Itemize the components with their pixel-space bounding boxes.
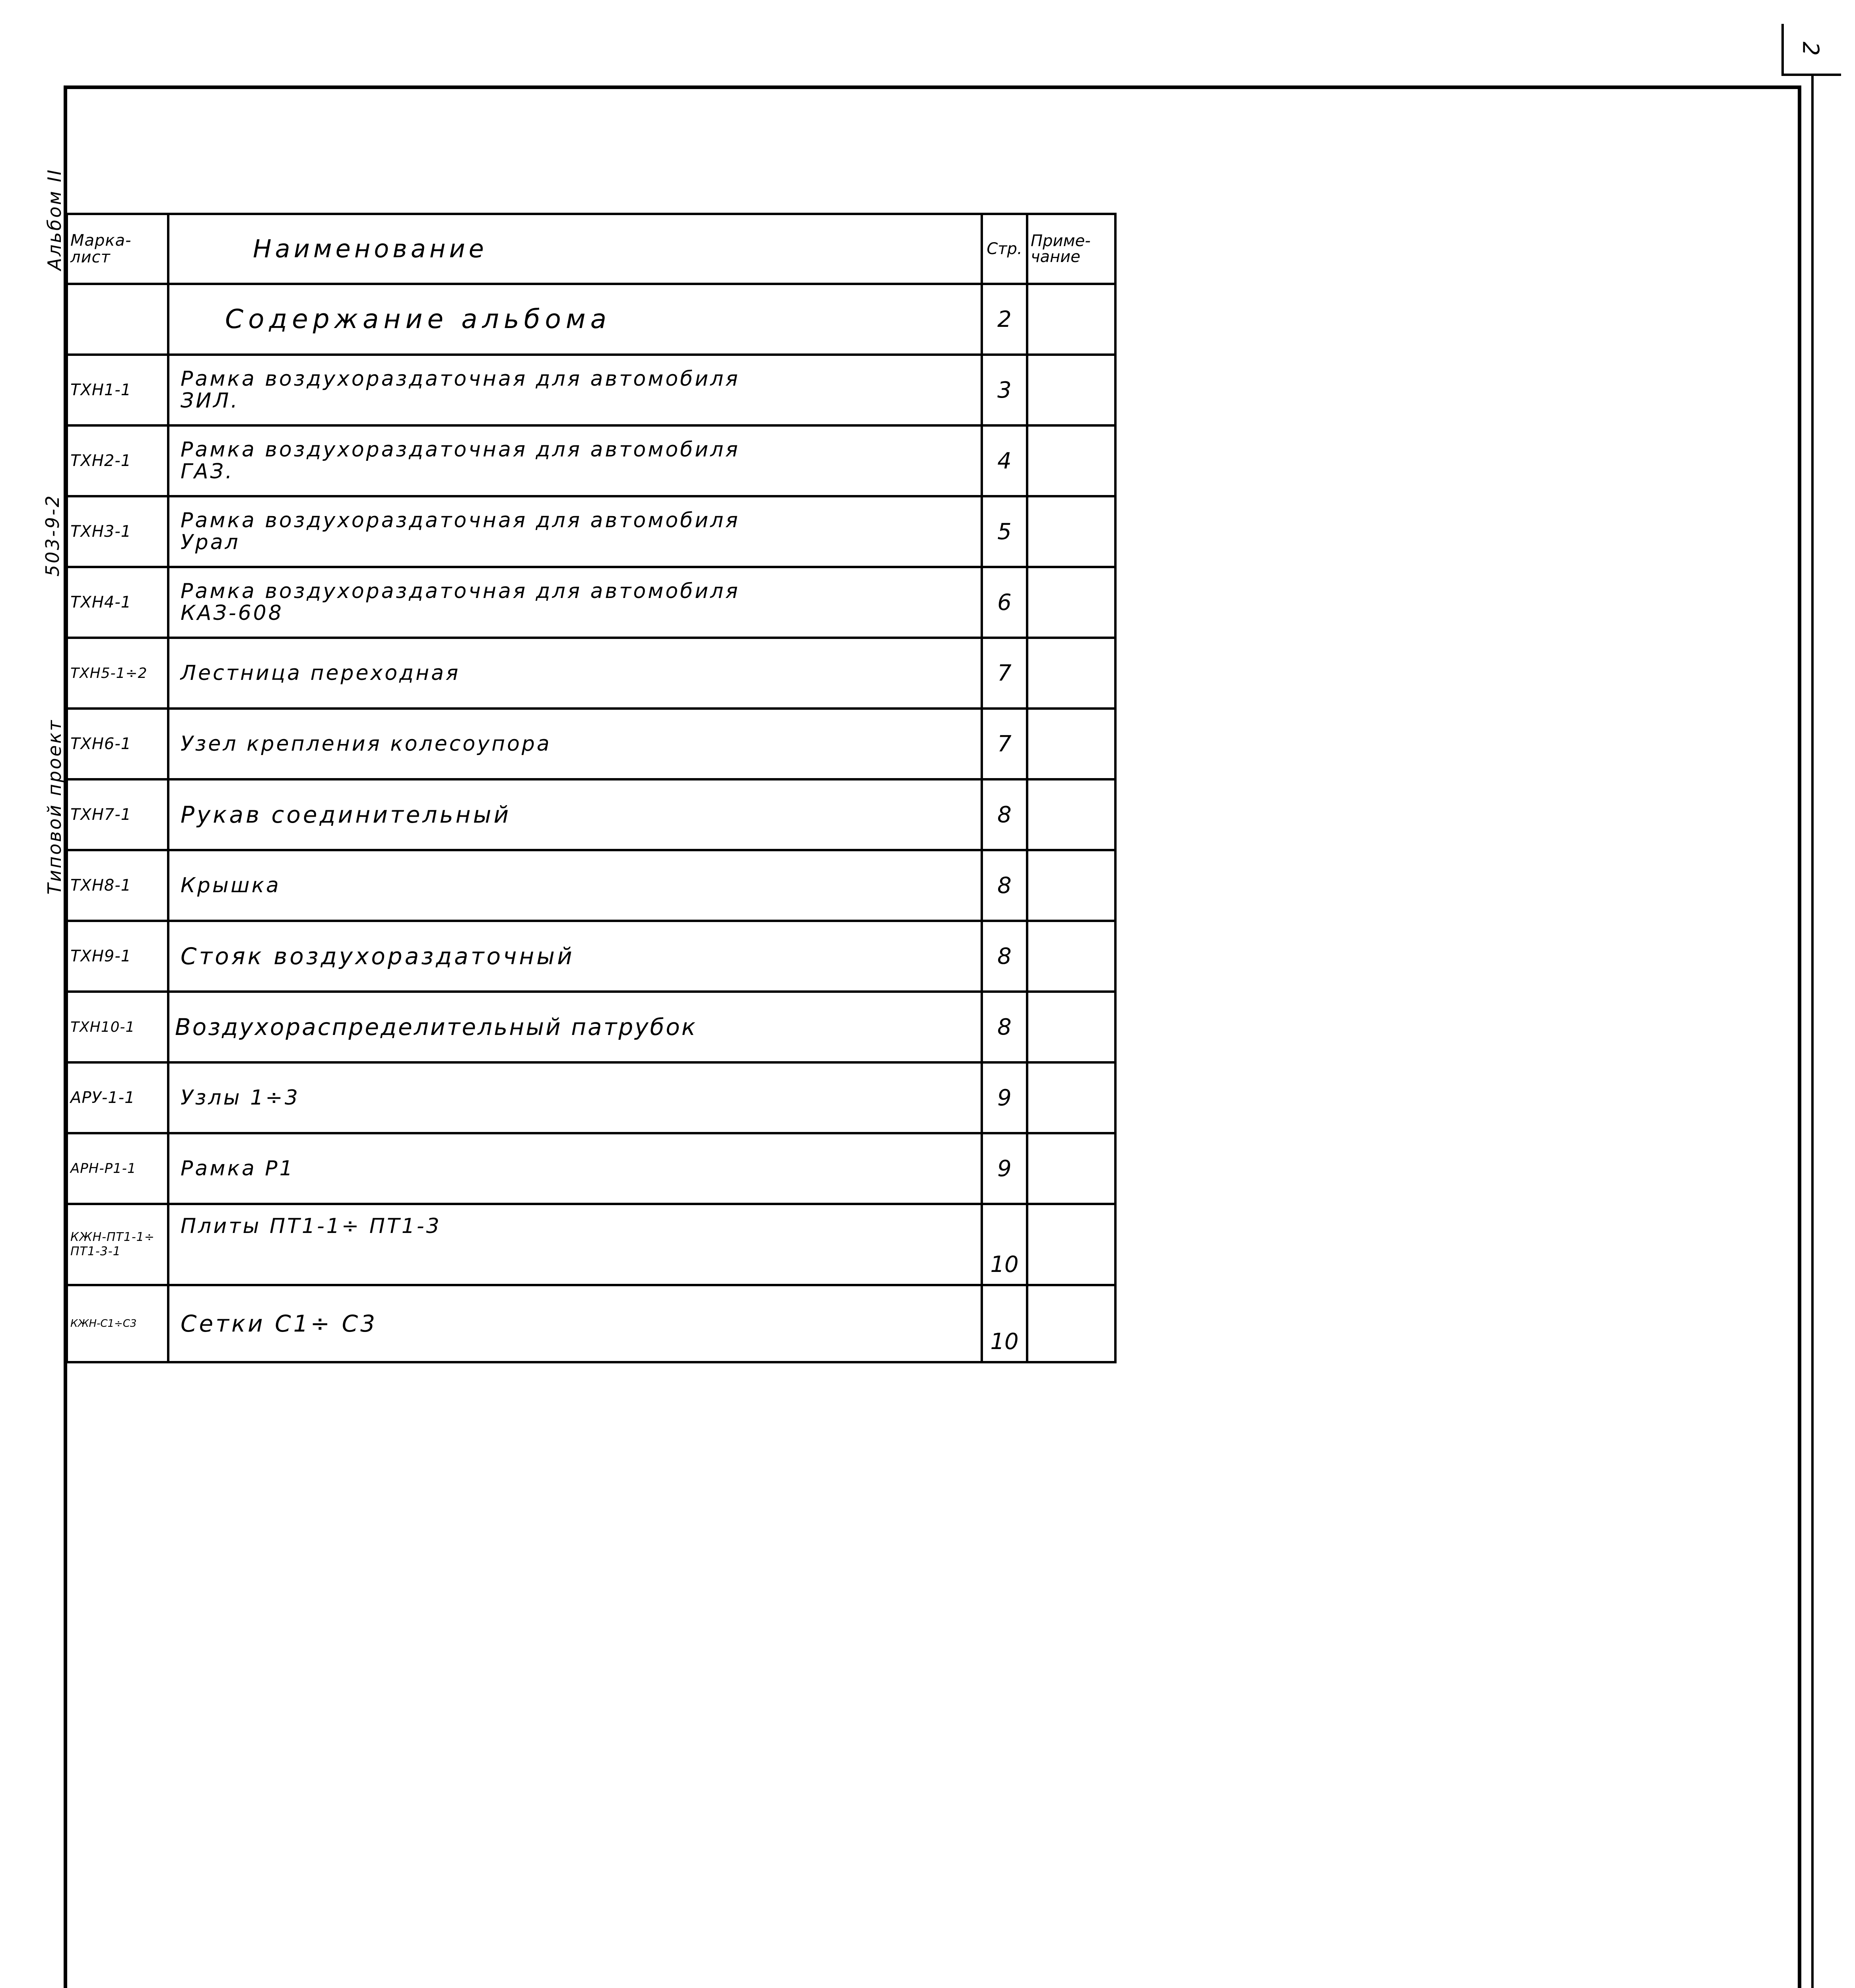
table-row (67, 1285, 1115, 1362)
row-mark: ТХН1-1 (67, 355, 168, 425)
row-note (1027, 1204, 1115, 1285)
row-note (1027, 425, 1115, 496)
row-note (1027, 355, 1115, 425)
table-row (67, 850, 1115, 921)
side-project-code: 503-9-2 (42, 494, 63, 577)
row-name: Рамка воздухораздаточная для автомобиля КАЗ-608 (168, 567, 982, 638)
table-row (67, 638, 1115, 709)
row-name: Рукав соединительный (168, 779, 982, 850)
row-page: 10 (982, 1285, 1027, 1362)
row-mark: АРН-Р1-1 (67, 1133, 168, 1204)
row-page: 2 (982, 284, 1027, 355)
row-note (1027, 779, 1115, 850)
row-name: Лестница переходная (168, 638, 982, 709)
row-mark: ТХН10-1 (67, 992, 168, 1062)
row-mark: АРУ-1-1 (67, 1062, 168, 1133)
header-page: Стр. (982, 214, 1027, 284)
row-note (1027, 567, 1115, 638)
row-name: Сетки С1÷ С3 (168, 1285, 982, 1362)
row-page: 8 (982, 992, 1027, 1062)
row-mark: ТХН5-1÷2 (67, 638, 168, 709)
row-note (1027, 1133, 1115, 1204)
table-row (67, 355, 1115, 425)
row-name: Плиты ПТ1-1÷ ПТ1-3 (168, 1204, 982, 1285)
row-name: Рамка воздухораздаточная для автомобиля ЗИЛ. (168, 355, 982, 425)
row-name: Воздухораспределительный патрубок (168, 992, 982, 1062)
sheet-number-box-left (1781, 24, 1784, 76)
table-row (67, 425, 1115, 496)
row-name: Рамка Р1 (168, 1133, 982, 1204)
table-row (67, 1133, 1115, 1204)
table-row (67, 921, 1115, 992)
contents-table (66, 213, 1117, 1363)
row-page: 9 (982, 1133, 1027, 1204)
table-row (67, 1062, 1115, 1133)
row-mark: ТХН7-1 (67, 779, 168, 850)
row-note (1027, 1285, 1115, 1362)
row-page: 7 (982, 638, 1027, 709)
row-mark (67, 284, 168, 355)
row-note (1027, 638, 1115, 709)
row-note (1027, 709, 1115, 779)
row-name: Стояк воздухораздаточный (168, 921, 982, 992)
row-mark: ТХН6-1 (67, 709, 168, 779)
table-header-row (67, 214, 1115, 284)
row-mark: ТХН8-1 (67, 850, 168, 921)
row-page: 10 (982, 1204, 1027, 1285)
row-name: Рамка воздухораздаточная для автомобиля Урал (168, 496, 982, 567)
row-page: 5 (982, 496, 1027, 567)
right-edge-line (1811, 76, 1814, 1988)
table-row (67, 284, 1115, 355)
row-page: 6 (982, 567, 1027, 638)
row-mark: ТХН2-1 (67, 425, 168, 496)
row-mark: ТХН3-1 (67, 496, 168, 567)
table-row (67, 709, 1115, 779)
row-page: 7 (982, 709, 1027, 779)
row-name: Крышка (168, 850, 982, 921)
row-note (1027, 921, 1115, 992)
row-note (1027, 1062, 1115, 1133)
side-project-type: Типовой проект (44, 718, 65, 895)
table-row (67, 779, 1115, 850)
row-page: 4 (982, 425, 1027, 496)
side-album-label: Альбом II (44, 168, 65, 270)
header-note: Приме-чание (1027, 214, 1115, 284)
row-note (1027, 992, 1115, 1062)
table-row (67, 496, 1115, 567)
row-name: Узел крепления колесоупора (168, 709, 982, 779)
table-row (67, 567, 1115, 638)
row-page: 8 (982, 779, 1027, 850)
row-note (1027, 850, 1115, 921)
row-page: 8 (982, 850, 1027, 921)
row-note (1027, 496, 1115, 567)
header-mark: Марка-лист (67, 214, 168, 284)
table-row (67, 992, 1115, 1062)
row-page: 8 (982, 921, 1027, 992)
row-mark: ТХН9-1 (67, 921, 168, 992)
row-name: Узлы 1÷3 (168, 1062, 982, 1133)
row-mark: КЖН-ПТ1-1÷ПТ1-3-1 (67, 1204, 168, 1285)
row-mark: ТХН4-1 (67, 567, 168, 638)
sheet-number: 2 (1797, 41, 1824, 56)
header-name: Наименование (168, 214, 982, 284)
row-page: 3 (982, 355, 1027, 425)
row-note (1027, 284, 1115, 355)
row-name: Рамка воздухораздаточная для автомобиля ГАЗ. (168, 425, 982, 496)
row-page: 9 (982, 1062, 1027, 1133)
row-mark: КЖН-С1÷С3 (67, 1285, 168, 1362)
row-name: Содержание альбома (168, 284, 982, 355)
table-row (67, 1204, 1115, 1285)
